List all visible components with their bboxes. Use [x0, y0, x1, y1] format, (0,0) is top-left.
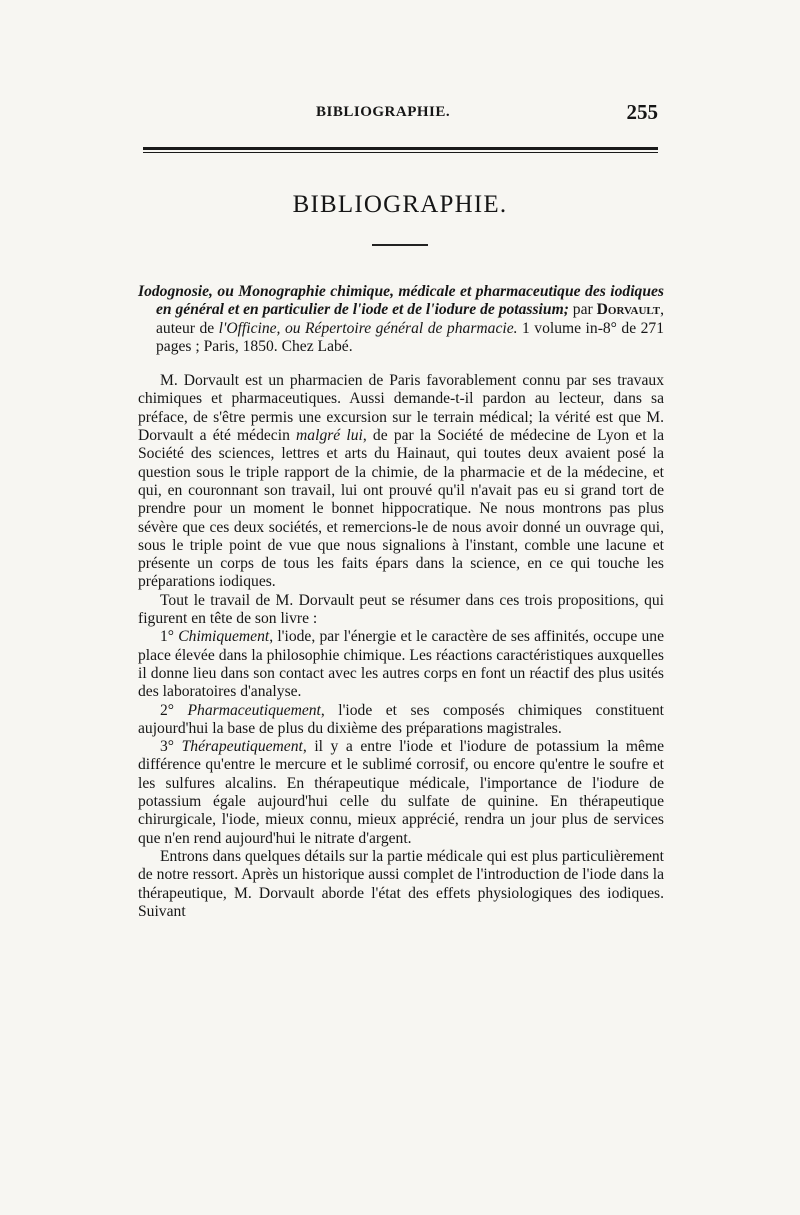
list-item-1-number: 1°: [160, 628, 179, 646]
list-item-2-label: Pharmaceutiquement: [187, 701, 321, 719]
entry-title: Iodognosie, ou Monographie chimique, médicale et pharmaceutique des iodiques en général et en particulier de l'iode et de l'iodure de potassium;: [138, 283, 664, 319]
heading-divider: [372, 244, 428, 246]
entry-details: 1 volume in-8° de 271 pages ; Paris, 1850. Chez Labé.: [156, 319, 664, 355]
header-rule-thin: [143, 152, 658, 153]
list-item-1: [138, 628, 664, 701]
paragraph-1-italic: malgré lui: [296, 427, 363, 445]
paragraph-1-text-a: M. Dorvault est un pharmacien de Paris favorablement connu par ses travaux chimiques et pharmaceutiques. Aussi demande-t-il pardon au lecteur, dans sa préface, de s'être permis une excursion sur le terrain médical; la vérité est que M. Dorvault a été médecin: [138, 372, 664, 445]
entry-by: par: [568, 301, 597, 319]
page-number: 255: [626, 100, 658, 124]
list-item-1-text: , l'iode, par l'énergie et le caractère de ses affinités, occupe une place élevée dans la philosophie chimique. Les réactions caractéristiques auxquelles il donne lieu dans son contact avec les autres corps en font un réactif des plus usités des laboratoires d'analyse.: [138, 628, 665, 701]
article-body: [138, 283, 664, 921]
list-item-3-label: Thérapeutiquement: [181, 738, 303, 756]
paragraph-2: Tout le travail de M. Dorvault peut se résumer dans ces trois propositions, qui figurent en tête de son livre :: [138, 591, 664, 628]
entry-author: Dorvault: [596, 301, 661, 319]
list-item-3-text: , il y a entre l'iode et l'iodure de potassium la même différence qu'entre le mercure et le sublimé corrosif, ou encore qu'entre le soufre et les sulfures alcalins. En thérapeutique médicale, l'importance de l'iodure de potassium égale aujourd'hui celle du sulfate de quinine. En thérapeutique chirurgicale, l'iode, mieux connu, mieux apprécié, rendra un jour plus de services que n'en rend aujourd'hui le nitrate d'argent.: [138, 738, 664, 847]
entry-work: l'Officine, ou Répertoire général de pharmacie.: [218, 319, 518, 337]
list-item-3: [138, 738, 664, 848]
list-item-3-number: 3°: [160, 738, 182, 756]
bibliographic-entry: [138, 283, 664, 356]
header-rule: [143, 147, 658, 150]
entry-author-desc: , auteur de: [156, 301, 664, 337]
paragraph-3: Entrons dans quelques détails sur la partie médicale qui est plus particulièrement de notre ressort. Après un historique aussi complet de l'introduction de l'iode dans la thérapeutique, M. Dorvault aborde l'état des effets physiologiques des iodiques. Suivant: [138, 847, 664, 920]
running-title: BIBLIOGRAPHIE.: [316, 104, 451, 120]
running-head: [140, 100, 660, 128]
list-item-1-label: Chimiquement: [178, 628, 270, 646]
paragraph-1-text-b: , de par la Société de médecine de Lyon et la Société des sciences, lettres et arts du Hainaut, qui toutes deux avaient posé la question sous le triple rapport de la chimie, de la pharmacie et de la médecine, et qui, en couronnant son travail, lui ont prouvé qu'il n'avait pas eu si grand tort de prendre pour un moment le bonnet hippocratique. Ne nous montrons pas plus sévère que ces deux sociétés, et remercions-le de nous avoir donné un ouvrage qui, sous le triple point de vue que nous signalions à l'instant, comble une lacune et présente un corps de tous les faits épars dans la science, en ce qui touche les préparations iodiques.: [138, 427, 664, 591]
section-heading: BIBLIOGRAPHIE.: [292, 191, 508, 218]
list-item-2-number: 2°: [160, 701, 188, 719]
paragraph-1: [138, 372, 664, 592]
list-item-2-text: , l'iode et ses composés chimiques constituent aujourd'hui la base de plus du dixième des préparations magistrales.: [138, 701, 664, 737]
list-item-2: [138, 702, 664, 739]
